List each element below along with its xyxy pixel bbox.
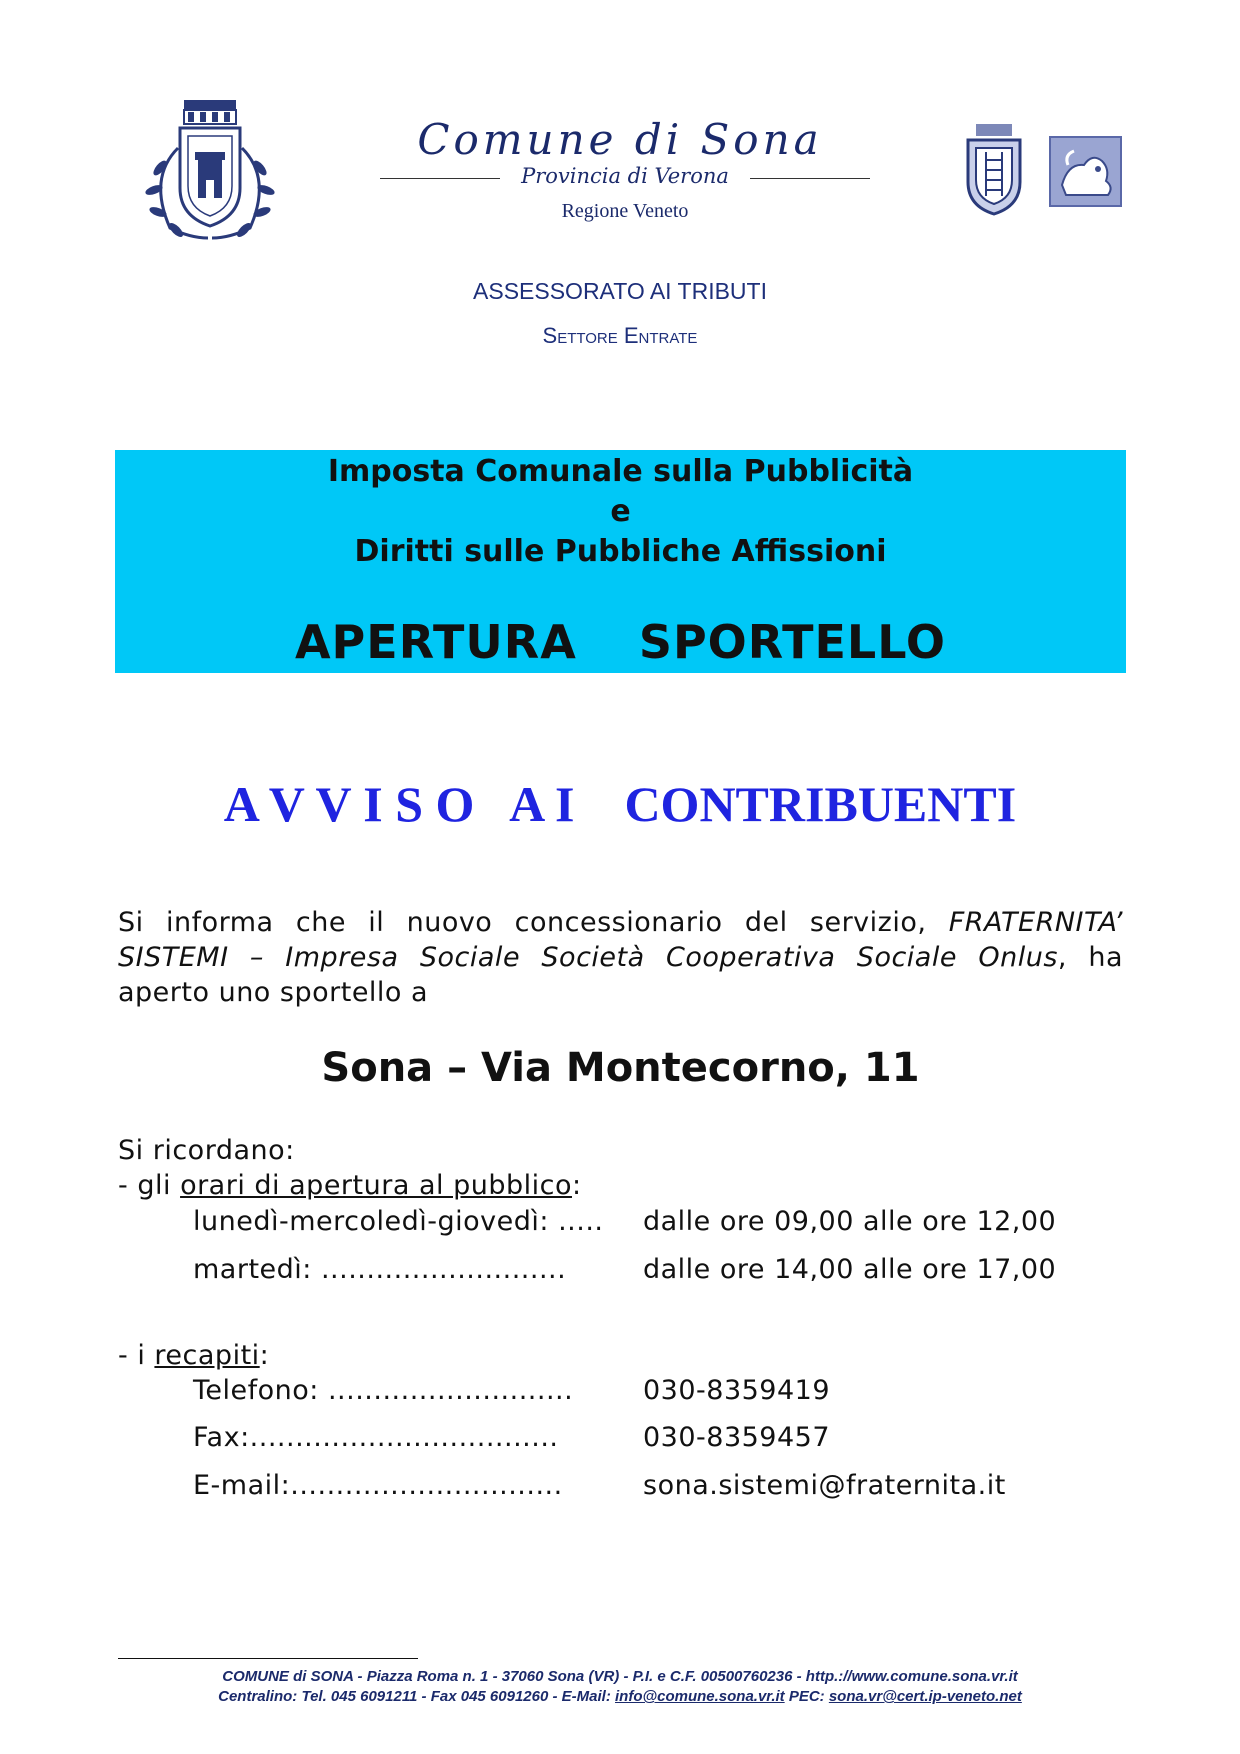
office-address: Sona – Via Montecorno, 11 bbox=[321, 1045, 920, 1091]
assessorato-label: ASSESSORATO AI TRIBUTI bbox=[473, 278, 767, 304]
banner-title-line2: e bbox=[610, 494, 631, 529]
regione-text: Regione Veneto bbox=[561, 200, 689, 222]
municipal-crest-icon bbox=[958, 122, 1030, 218]
banner-heading: APERTURA SPORTELLO bbox=[294, 615, 947, 669]
hours-heading bbox=[118, 1170, 582, 1201]
provincia-line bbox=[380, 164, 870, 194]
hours-prefix: - gli bbox=[118, 1170, 181, 1201]
notice-banner bbox=[115, 450, 1126, 673]
veneto-lion-icon bbox=[1048, 135, 1123, 208]
footer-email-link[interactable]: info@comune.sona.vr.it bbox=[615, 1688, 785, 1705]
footer-pec-label: PEC: bbox=[784, 1688, 829, 1705]
contacts-prefix: - i bbox=[118, 1340, 155, 1371]
intro-text-start: Si informa che il nuovo concessionario del servizio, bbox=[118, 907, 949, 938]
contact-row-email bbox=[193, 1470, 1006, 1501]
contacts-suffix: : bbox=[259, 1340, 270, 1371]
settore-label: Settore Entrate bbox=[542, 323, 698, 348]
contact-label: Fax:.................................. bbox=[193, 1422, 559, 1453]
phone-value: 030-8359419 bbox=[643, 1375, 831, 1406]
contact-row-phone bbox=[193, 1375, 831, 1406]
comune-title: Comune di Sona bbox=[417, 115, 823, 164]
provincia-text: Provincia di Verona bbox=[521, 164, 729, 188]
hours-days: martedì: ........................... bbox=[193, 1254, 567, 1285]
fax-value: 030-8359457 bbox=[643, 1422, 831, 1453]
footer-divider bbox=[118, 1658, 418, 1659]
intro-paragraph bbox=[118, 905, 1123, 1010]
footer-contact-line bbox=[150, 1688, 1090, 1705]
company-name: FRATERNITA’ SISTEMI – Impresa Sociale Società Cooperativa Sociale Onlus bbox=[118, 907, 1123, 973]
contact-row-fax bbox=[193, 1422, 831, 1453]
sona-coat-of-arms-icon bbox=[130, 98, 290, 248]
intro-text-end: , ha aperto uno sportello a bbox=[118, 942, 1124, 1008]
banner-title-line3: Diritti sulle Pubbliche Affissioni bbox=[354, 534, 887, 569]
hours-days: lunedì-mercoledì-giovedì: ..... bbox=[193, 1206, 604, 1237]
footer-phone-text: Centralino: Tel. 045 6091211 - Fax 045 6091260 - E-Mail: bbox=[218, 1688, 615, 1705]
hours-time: dalle ore 14,00 alle ore 17,00 bbox=[643, 1254, 1057, 1285]
contact-label: E-mail:.............................. bbox=[193, 1470, 563, 1501]
banner-title-line1: Imposta Comunale sulla Pubblicità bbox=[327, 454, 914, 489]
hours-time: dalle ore 09,00 alle ore 12,00 bbox=[643, 1206, 1057, 1237]
hours-row bbox=[193, 1206, 1057, 1237]
email-value[interactable]: sona.sistemi@fraternita.it bbox=[643, 1470, 1006, 1501]
contact-label: Telefono: ........................... bbox=[193, 1375, 574, 1406]
footer-address-line: COMUNE di SONA - Piazza Roma n. 1 - 37060 Sona (VR) - P.I. e C.F. 00500760236 - http.://www.comune.sona.vr.it bbox=[222, 1668, 1018, 1685]
hours-row bbox=[193, 1254, 1057, 1285]
hours-suffix: : bbox=[571, 1170, 582, 1201]
reminders-intro: Si ricordano: bbox=[118, 1135, 295, 1166]
footer-pec-link[interactable]: sona.vr@cert.ip-veneto.net bbox=[828, 1688, 1022, 1705]
contacts-label: recapiti bbox=[154, 1340, 260, 1371]
avviso-heading: A V V I S O A I CONTRIBUENTI bbox=[223, 776, 1017, 832]
hours-label: orari di apertura al pubblico bbox=[180, 1170, 572, 1201]
contacts-heading bbox=[118, 1340, 269, 1371]
